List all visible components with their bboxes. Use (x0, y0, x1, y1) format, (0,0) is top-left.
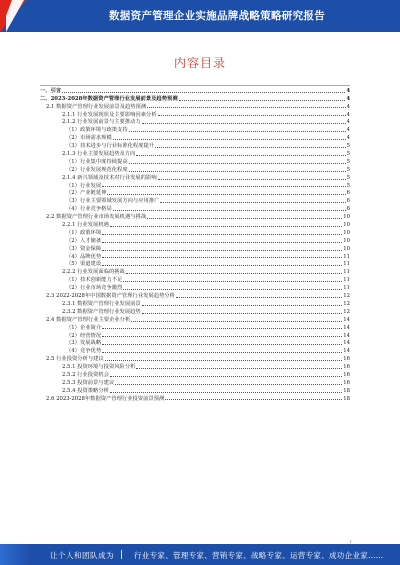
toc-leader-dots (176, 297, 342, 298)
toc-entry-page: 4 (346, 119, 350, 126)
toc-entry[interactable] (40, 252, 350, 260)
toc-entry[interactable] (40, 299, 350, 307)
toc-entry-page: 18 (343, 395, 350, 402)
toc-entry[interactable] (40, 339, 350, 347)
toc-leader-dots (142, 123, 346, 124)
toc-entry[interactable] (40, 133, 350, 141)
toc-entry-page: 16 (343, 379, 350, 386)
toc-leader-dots (142, 313, 343, 314)
toc-entry-label: （2）行业发展规范化程度 (66, 166, 128, 173)
toc-leader-dots (158, 179, 346, 180)
toc-entry-page: 14 (343, 340, 350, 347)
toc-entry-page: 11 (343, 277, 350, 284)
toc-leader-dots (123, 289, 342, 290)
toc-entry-label: 2.2.2 行业发展面临的挑战 (62, 269, 125, 276)
toc-entry-label: 2.1 数据资产管理行业发展前景及趋势预测 (46, 103, 147, 110)
toc-entry[interactable] (40, 228, 350, 236)
toc-entry-label: 2.5 行业投资分析与建议 (46, 356, 104, 363)
footer-slogan: 让个人和团队成为 (50, 551, 114, 560)
footer-tagline: 行业专家、管理专家、营销专家、战略专家、运营专家、成功企业家…… (134, 551, 384, 560)
toc-entry-page: 4 (346, 87, 350, 94)
toc-entry[interactable] (40, 181, 350, 189)
toc-entry-page: 5 (346, 182, 350, 189)
toc-entry-page: 10 (343, 237, 350, 244)
toc-leader-dots (105, 360, 342, 361)
toc-entry-label: （2）市场需求规模 (66, 135, 112, 142)
toc-entry-page: 16 (343, 371, 350, 378)
toc-entry-label: 2.1.3 行业主要发展趋势及方向 (62, 151, 136, 158)
toc-leader-dots (102, 336, 342, 337)
toc-entry-label: （3）资金保障 (66, 245, 102, 252)
toc-entry-page: 4 (346, 127, 350, 134)
toc-leader-dots (102, 234, 342, 235)
toc-entry-label: （1）企业简介 (66, 324, 102, 331)
toc-entry-page: 16 (343, 356, 350, 363)
toc-entry[interactable] (40, 267, 350, 275)
toc-leader-dots (113, 210, 346, 211)
toc-entry[interactable] (40, 362, 350, 370)
toc-entry-label: （3）行业主要领域发展方向与应用推广 (66, 198, 160, 205)
page-header-bar (0, 0, 400, 32)
toc-entry-label: 2.2 数据资产管理行业市场发展机遇与挑战 (46, 214, 147, 221)
toc-entry-label: （1）技术创新能力不足 (66, 277, 123, 284)
toc-entry-label: 2.3.2 数据资产管理行业发展趋势 (62, 308, 141, 315)
table-of-contents (40, 85, 350, 402)
toc-leader-dots (165, 399, 342, 400)
toc-leader-dots (123, 281, 342, 282)
header-red-corner (0, 0, 12, 32)
toc-entry-page: 10 (343, 222, 350, 229)
toc-leader-dots (179, 100, 346, 101)
toc-entry[interactable] (40, 118, 350, 126)
toc-leader-dots (129, 163, 346, 164)
toc-entry[interactable] (40, 94, 350, 102)
toc-entry[interactable] (40, 173, 350, 181)
toc-leader-dots (155, 147, 346, 148)
toc-entry-page: 11 (343, 285, 350, 292)
toc-entry-label: 2.5.3 投资前景与建议 (62, 379, 115, 386)
toc-entry-page: 14 (343, 348, 350, 355)
toc-leader-dots (110, 392, 342, 393)
toc-entry-label: （4）行业竞争格局 (66, 206, 112, 213)
toc-entry[interactable] (40, 110, 350, 118)
toc-entry[interactable] (40, 370, 350, 378)
toc-leader-dots (147, 218, 342, 219)
toc-entry[interactable] (40, 204, 350, 212)
toc-leader-dots (129, 171, 346, 172)
toc-entry[interactable] (40, 386, 350, 394)
toc-entry-page: 10 (343, 214, 350, 221)
toc-leader-dots (160, 202, 345, 203)
toc-entry-page: 5 (346, 143, 350, 150)
toc-entry-label: 2.5.4 投资策略分析 (62, 387, 109, 394)
toc-entry[interactable] (40, 165, 350, 173)
toc-entry-page: 14 (343, 324, 350, 331)
toc-leader-dots (147, 107, 345, 108)
toc-entry-label: （1）政策环境 (66, 229, 102, 236)
toc-entry-label: （3）技术进步与行业标准化程度提升 (66, 143, 155, 150)
toc-entry-page: 4 (346, 103, 350, 110)
toc-entry[interactable] (40, 212, 350, 220)
toc-entry-page: 11 (343, 261, 350, 268)
toc-leader-dots (102, 242, 342, 243)
toc-entry-label: 一、引言 (40, 87, 62, 94)
toc-leader-dots (102, 344, 342, 345)
toc-entry-label: 2.3 2022-2028年中国数据资产管理行业发展趋势分析 (46, 293, 175, 300)
toc-entry[interactable] (40, 283, 350, 291)
toc-entry[interactable] (40, 85, 350, 94)
toc-entry-page: 12 (343, 308, 350, 315)
toc-entry-page: 6 (346, 206, 350, 213)
footer-divider (121, 550, 122, 559)
toc-entry[interactable] (40, 354, 350, 362)
toc-leader-dots (142, 305, 343, 306)
toc-leader-dots (129, 131, 346, 132)
toc-leader-dots (131, 321, 342, 322)
toc-entry-page: 18 (343, 387, 350, 394)
toc-entry-label: （1）政策环境与政策支持 (66, 127, 128, 134)
toc-entry[interactable] (40, 307, 350, 315)
toc-entry[interactable] (40, 244, 350, 252)
toc-entry[interactable] (40, 331, 350, 339)
toc-entry[interactable] (40, 315, 350, 323)
footer-accent (0, 544, 30, 565)
toc-entry-label: （1）行业发展 (66, 182, 102, 189)
toc-entry-label: 2.5.1 投资环境与投资风险分析 (62, 364, 136, 371)
toc-entry-label: 2.1.1 行业发展现状及主要影响因素分析 (62, 111, 157, 118)
toc-entry-label: 2.3.1 数据资产管理行业发展前景 (62, 300, 141, 307)
toc-entry-label: （2）经营情况 (66, 332, 102, 339)
toc-entry[interactable] (40, 196, 350, 204)
toc-leader-dots (102, 265, 342, 266)
toc-entry-label: （4）品牌优势 (66, 253, 102, 260)
toc-heading: 内容目录 (173, 56, 226, 70)
toc-entry-label: 2.1.2 行业发展前景与主要推动力 (62, 119, 141, 126)
toc-entry-label: 2.6 2023-2028年数据资产管理行业投资前景预测 (46, 395, 165, 402)
toc-leader-dots (102, 352, 342, 353)
toc-entry-page: 11 (343, 269, 350, 276)
toc-entry-page: 14 (343, 332, 350, 339)
toc-entry-label: 2.1.4 新兴领域及技术对行业发展的影响 (62, 174, 157, 181)
toc-entry-page: 6 (346, 198, 350, 205)
toc-leader-dots (115, 384, 342, 385)
toc-entry[interactable] (40, 149, 350, 157)
toc-entry[interactable] (40, 141, 350, 149)
toc-entry[interactable] (40, 291, 350, 299)
toc-leader-dots (110, 226, 342, 227)
toc-leader-dots (102, 186, 345, 187)
toc-leader-dots (102, 257, 342, 258)
toc-entry-page: 6 (346, 190, 350, 197)
toc-leader-dots (158, 115, 346, 116)
page-number: 1 (349, 539, 352, 544)
toc-entry[interactable] (40, 125, 350, 133)
toc-entry-label: （5）渠道建设 (66, 261, 102, 268)
toc-entry-page: 12 (343, 300, 350, 307)
toc-entry-page: 5 (346, 158, 350, 165)
toc-leader-dots (136, 155, 345, 156)
toc-leader-dots (62, 92, 345, 93)
page-footer-bar (0, 544, 400, 565)
toc-leader-dots (102, 328, 342, 329)
toc-entry-label: （3）发展战略 (66, 340, 102, 347)
toc-entry[interactable] (40, 275, 350, 283)
toc-entry-page: 5 (346, 151, 350, 158)
toc-entry-label: 2.5.2 行业投资机会 (62, 371, 109, 378)
toc-entry-label: （2）行业市场竞争激烈 (66, 285, 123, 292)
toc-entry-page: 5 (346, 174, 350, 181)
toc-entry[interactable] (40, 260, 350, 268)
toc-entry[interactable] (40, 323, 350, 331)
toc-entry-label: （2）产业链延伸 (66, 190, 107, 197)
toc-entry-page: 16 (343, 364, 350, 371)
toc-entry-page: 4 (346, 135, 350, 142)
toc-entry[interactable] (40, 220, 350, 228)
toc-entry-label: 二、2023-2028年数据资产管理行业发展前景及趋势预测 (40, 95, 178, 102)
toc-entry-page: 4 (346, 95, 350, 102)
toc-leader-dots (107, 194, 345, 195)
toc-leader-dots (102, 250, 342, 251)
toc-entry-page: 4 (346, 111, 350, 118)
toc-leader-dots (110, 376, 342, 377)
toc-entry-page: 12 (343, 293, 350, 300)
document-title: 数据资产管理企业实施品牌战略策略研究报告 (109, 10, 325, 22)
toc-entry-label: 2.2.1 行业发展机遇 (62, 222, 109, 229)
toc-leader-dots (113, 139, 346, 140)
toc-entry-page: 10 (343, 245, 350, 252)
toc-entry-page: 10 (343, 229, 350, 236)
toc-entry-label: （2）人才储备 (66, 237, 102, 244)
toc-entry[interactable] (40, 236, 350, 244)
toc-entry[interactable] (40, 346, 350, 354)
toc-leader-dots (136, 368, 342, 369)
toc-entry[interactable] (40, 102, 350, 110)
toc-entry[interactable] (40, 378, 350, 386)
toc-leader-dots (126, 273, 342, 274)
toc-entry-label: 2.4 数据资产管理行业主要企业分析 (46, 316, 131, 323)
toc-entry-label: （4）竞争优势 (66, 348, 102, 355)
toc-entry-page: 14 (343, 316, 350, 323)
toc-entry[interactable] (40, 189, 350, 197)
toc-entry-page: 5 (346, 166, 350, 173)
toc-entry[interactable] (40, 157, 350, 165)
toc-entry[interactable] (40, 394, 350, 402)
toc-entry-label: （1）行业集中度持续提高 (66, 158, 128, 165)
toc-entry-page: 11 (343, 253, 350, 260)
